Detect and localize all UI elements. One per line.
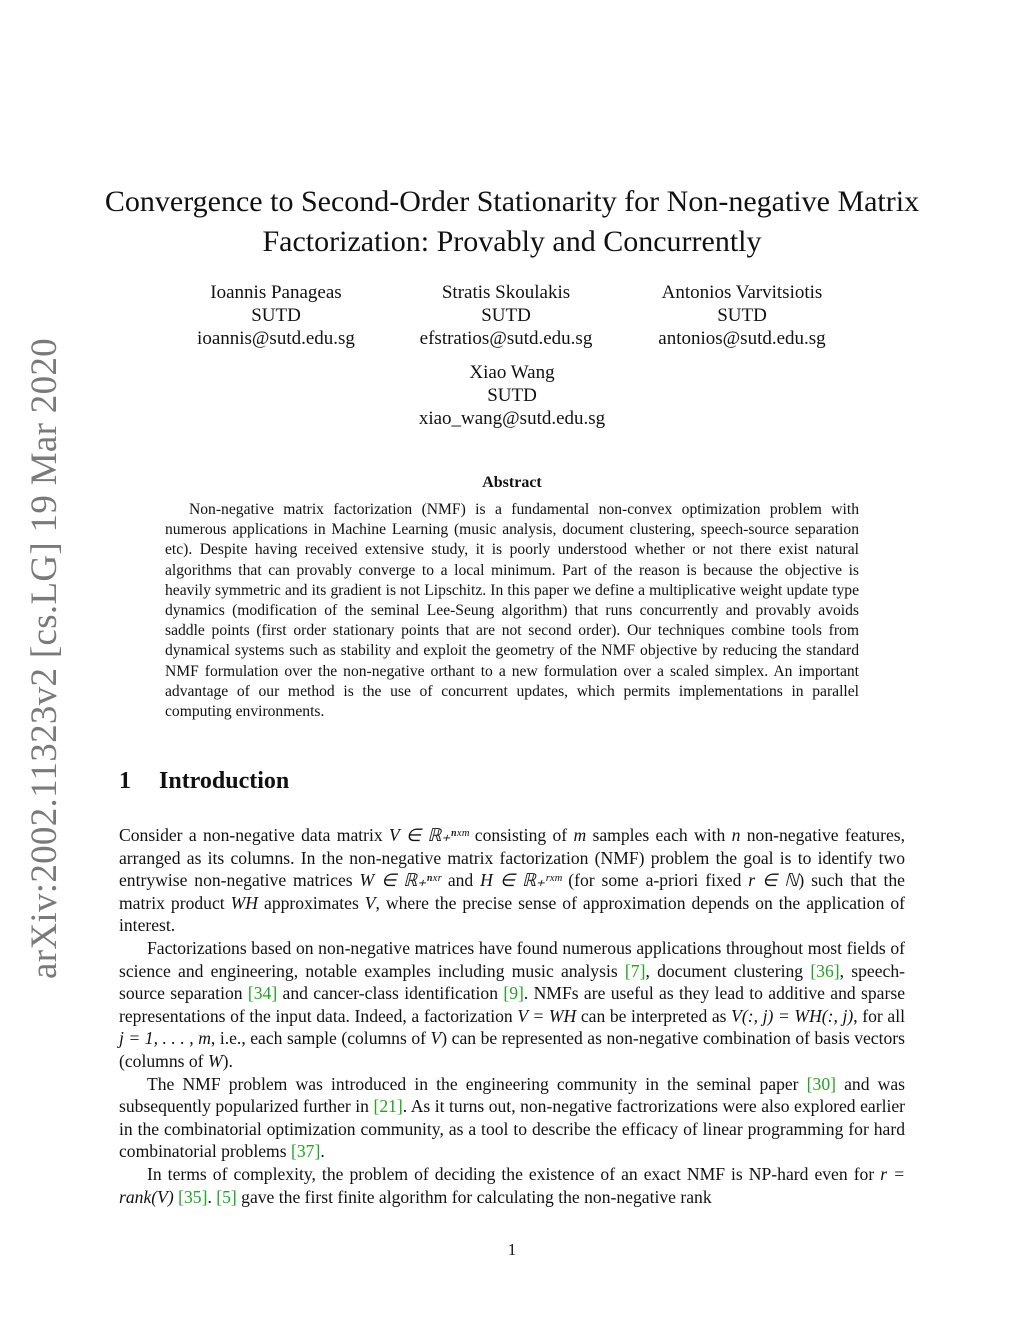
math-inline: V ∈ ℝ₊ⁿˣᵐ	[389, 825, 469, 845]
text-run: .	[320, 1141, 325, 1162]
math-inline: V = WH	[517, 1005, 577, 1026]
arxiv-identifier-text: arXiv:2002.11323v2 [cs.LG] 19 Mar 2020	[23, 337, 65, 979]
paragraph	[119, 824, 905, 937]
math-inline: V	[364, 892, 376, 913]
author-email: ioannis@sutd.edu.sg	[197, 328, 355, 349]
text-run: samples each with	[586, 825, 732, 845]
text-run: (for some a-priori fixed	[561, 870, 749, 891]
citation-link[interactable]: [7]	[624, 960, 646, 981]
text-run: and	[440, 870, 481, 891]
citation-link[interactable]: [21]	[373, 1096, 403, 1117]
text-run: . As it turns out, non-negative factrorizations were also explored earlier in the combinatorial optimization community, as a tool to describe the efficacy of linear programming for hard combinatorial problems	[119, 1096, 906, 1162]
section-number: 1	[119, 768, 131, 794]
text-run: , document clustering	[645, 960, 811, 981]
text-run: and cancer-class identification	[277, 983, 504, 1004]
paper-title	[100, 182, 924, 262]
author-name: Xiao Wang	[469, 362, 555, 383]
page-number: 1	[507, 1240, 517, 1259]
citation-link[interactable]: [9]	[503, 983, 524, 1004]
math-inline: V(:, j) = WH(:, j)	[731, 1005, 854, 1026]
math-inline: j = 1, . . . , m	[119, 1028, 211, 1049]
text-run: ) such that the matrix product	[119, 870, 905, 913]
author-email: antonios@sutd.edu.sg	[658, 328, 826, 349]
section-title: Introduction	[159, 768, 290, 794]
text-run: gave the first finite algorithm for calculating the non-negative rank	[236, 1186, 712, 1207]
citation-link[interactable]: [30]	[806, 1073, 836, 1094]
author-name: Antonios Varvitsiotis	[661, 282, 823, 303]
body-text	[119, 824, 905, 1208]
title-line-2: Factorization: Provably and Concurrently	[262, 225, 762, 258]
text-run: Factorizations based on non-negative matrices have found numerous applications throughout most fields of science and engineering, notable examples including music analysis	[119, 937, 905, 981]
citation-link[interactable]: [35]	[178, 1186, 208, 1207]
author-block	[382, 361, 642, 430]
author-block	[612, 281, 872, 350]
arxiv-identifier	[14, 337, 74, 979]
text-run: , i.e., each sample (columns of	[210, 1028, 431, 1049]
text-run: approximates	[258, 892, 365, 913]
text-run: consisting of	[468, 825, 574, 845]
text-run: ).	[222, 1050, 233, 1071]
text-run: and was subsequently popularized further in	[119, 1073, 905, 1117]
math-inline: H ∈ ℝ₊ʳˣᵐ	[480, 870, 562, 891]
math-inline: r ∈ ℕ	[748, 870, 799, 891]
text-run: can be interpreted as	[576, 1005, 732, 1026]
section-heading	[119, 768, 289, 795]
citation-link[interactable]: [34]	[247, 983, 278, 1004]
author-affiliation: SUTD	[251, 305, 301, 326]
math-inline: WH	[230, 892, 259, 913]
author-affiliation: SUTD	[481, 305, 531, 326]
citation-link[interactable]: [37]	[291, 1141, 321, 1162]
author-name: Ioannis Panageas	[210, 282, 342, 303]
author-block	[146, 281, 406, 350]
text-run: , where the precise sense of approximation depends on the application of interest.	[119, 892, 906, 936]
author-email: efstratios@sutd.edu.sg	[419, 328, 593, 349]
title-line-1: Convergence to Second-Order Stationarity for Non-negative Matrix	[104, 185, 920, 218]
math-inline: n	[731, 825, 741, 845]
math-inline: W	[207, 1050, 223, 1071]
math-inline: V	[430, 1028, 442, 1049]
author-affiliation: SUTD	[487, 385, 537, 406]
math-inline: W ∈ ℝ₊ⁿˣʳ	[359, 870, 441, 891]
paragraph	[119, 1073, 905, 1163]
author-email: xiao_wang@sutd.edu.sg	[418, 408, 606, 429]
text-run: ) can be represented as non-negative combination of basis vectors (columns of	[119, 1028, 906, 1071]
abstract-text: Non-negative matrix factorization (NMF) is a fundamental non-convex optimization problem with numerous applications in Machine Learning (music analysis, document clustering, speech-source separation etc). Despite having received extensive study, it is poorly understood whether or not there exist natural algorithms that can provably converge to a local minimum. Part of the reason is because the objective is heavily symmetric and its gradient is not Lipschitz. In this paper we define a multiplicative weight update type dynamics (modification of the seminal Lee-Seung algorithm) that runs concurrently and provably avoids saddle points (first order stationary points that are not second order). Our techniques combine tools from dynamical systems such as stability and exploit the geometry of the NMF objective by reducing the standard NMF formulation over the non-negative orthant to a new formulation over a scaled simplex. An important advantage of our method is the use of concurrent updates, which permits implementations in parallel computing environments.	[165, 501, 859, 721]
paragraph	[119, 1163, 905, 1208]
citation-link[interactable]: [5]	[216, 1186, 237, 1207]
text-run: .	[207, 1186, 217, 1207]
abstract-heading: Abstract	[482, 474, 542, 491]
text-run: non-negative features, arranged as its columns. In the non-negative matrix factorization (NMF) problem the goal is to identify two entrywise non-negative matrices	[119, 825, 905, 891]
paragraph	[119, 937, 905, 1073]
text-run: In terms of complexity, the problem of deciding the existence of an exact NMF is NP-hard even for	[147, 1163, 881, 1184]
text-run: , for all	[853, 1005, 905, 1026]
text-run: , speech-source separation	[119, 960, 905, 1004]
math-inline: m	[573, 825, 587, 845]
text-run: Consider a non-negative data matrix	[119, 825, 390, 845]
author-block	[376, 281, 636, 350]
citation-link[interactable]: [36]	[810, 960, 840, 981]
author-name: Stratis Skoulakis	[441, 282, 571, 303]
text-run: . NMFs are useful as they lead to additive and sparse representations of the input data. Indeed, a factorization	[119, 983, 905, 1026]
text-run: The NMF problem was introduced in the engineering community in the seminal paper	[147, 1073, 807, 1094]
author-affiliation: SUTD	[717, 305, 767, 326]
math-inline: r = rank(V)	[119, 1163, 905, 1207]
